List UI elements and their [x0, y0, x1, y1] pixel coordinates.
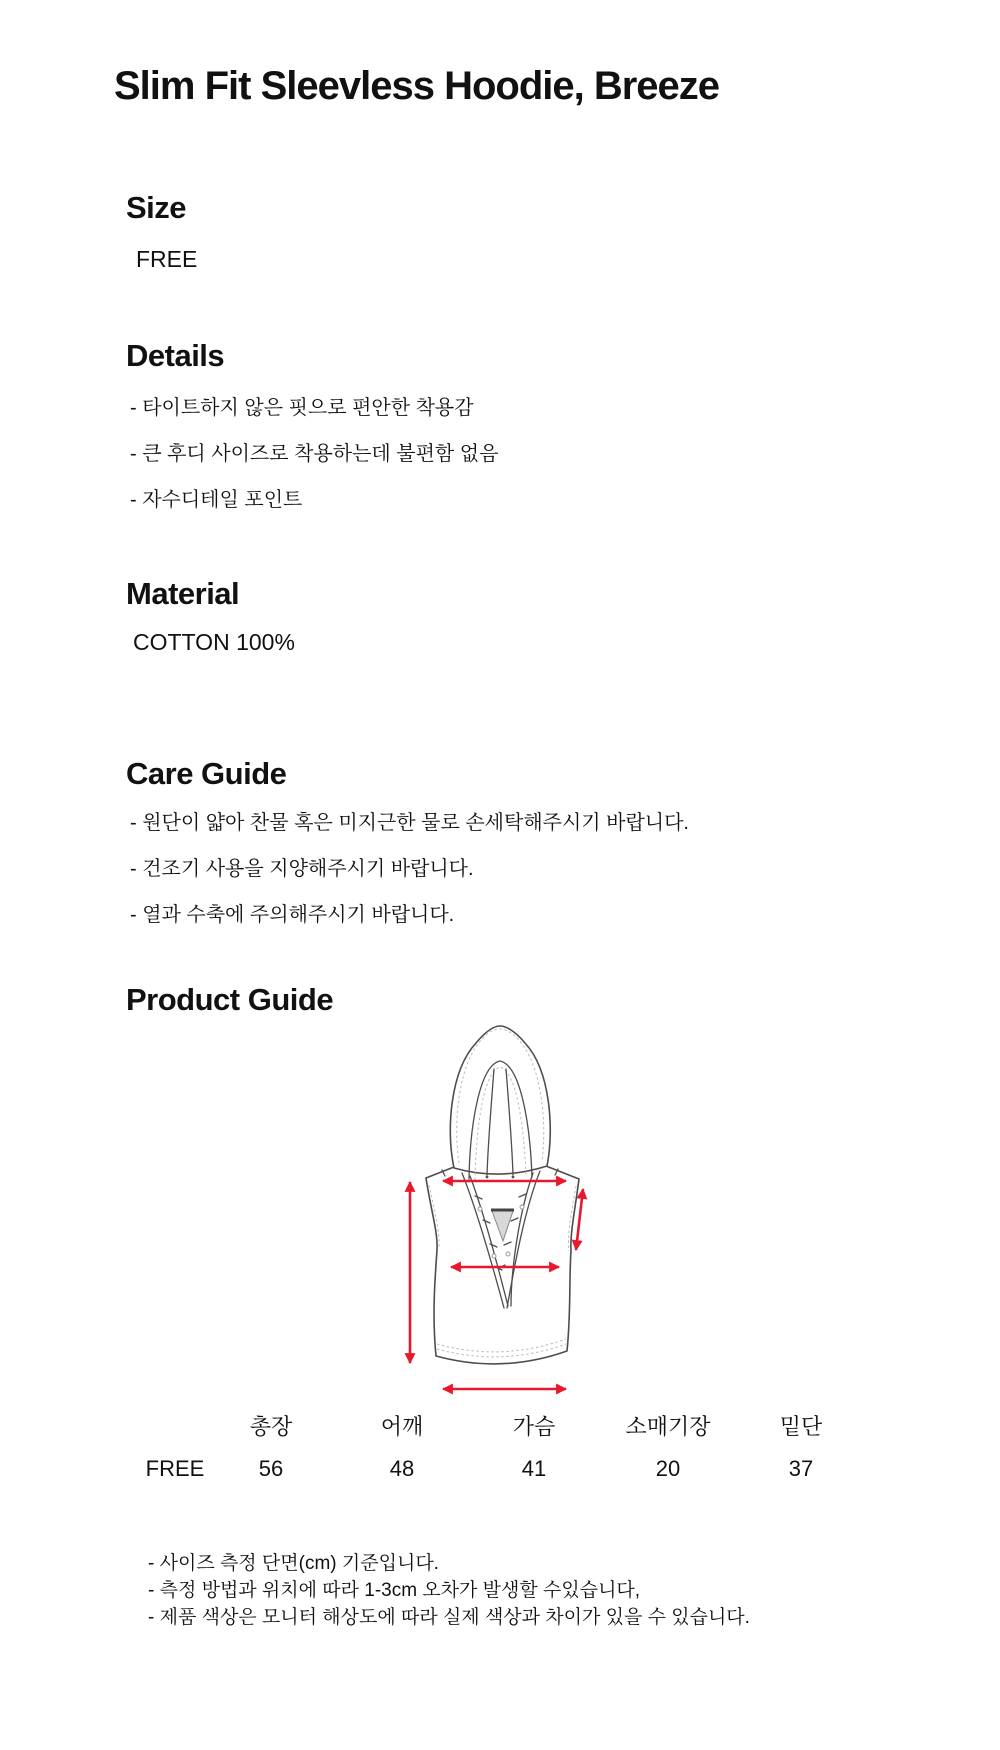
product-guide-heading: Product Guide: [126, 982, 334, 1017]
material-value: COTTON 100%: [133, 629, 295, 655]
care-guide-item: - 건조기 사용을 지양해주시기 바랍니다.: [130, 858, 474, 880]
material-heading: Material: [126, 576, 240, 611]
footer-note: - 제품 색상은 모니터 해상도에 따라 실제 색상과 차이가 있을 수 있습니다.: [148, 1607, 750, 1628]
hoodie-sketch-svg: [390, 1013, 610, 1405]
details-list: [130, 391, 498, 529]
size-table-value: 20: [655, 1456, 681, 1481]
size-table-value: 41: [521, 1456, 547, 1481]
snap-button: [520, 1205, 524, 1209]
size-table-header: 가슴: [512, 1414, 556, 1439]
footer-note: - 측정 방법과 위치에 따라 1-3cm 오차가 발생할 수있습니다,: [148, 1580, 641, 1601]
hood-outline: [450, 1026, 550, 1174]
care-guide-item: - 원단이 얇아 찬물 혹은 미지근한 물로 손세탁해주시기 바랍니다.: [130, 812, 689, 834]
page-title: Slim Fit Sleevless Hoodie, Breeze: [114, 64, 720, 108]
care-guide-list: [130, 806, 689, 944]
size-table-header: 소매기장: [625, 1414, 711, 1439]
size-table-header: 밑단: [779, 1414, 823, 1439]
size-table-value: 37: [788, 1456, 814, 1481]
size-table-row-label: FREE: [145, 1456, 205, 1481]
footer-notes: [148, 1550, 750, 1631]
details-item: - 큰 후디 사이즈로 착용하는데 불편함 없음: [130, 443, 499, 465]
size-table-value: 56: [258, 1456, 284, 1481]
size-table-header: 총장: [249, 1414, 293, 1439]
size-table-header: 어깨: [380, 1414, 424, 1439]
snap-button: [492, 1254, 496, 1258]
size-heading: Size: [126, 190, 187, 225]
size-value: FREE: [136, 246, 198, 272]
details-item: - 자수디테일 포인트: [130, 489, 303, 511]
snap-button: [478, 1207, 482, 1211]
drawstring-aglet: [486, 1176, 489, 1179]
hoodie-body-outline: [426, 1166, 579, 1364]
care-guide-heading: Care Guide: [126, 756, 287, 791]
drawstring-aglet: [512, 1176, 515, 1179]
care-guide-item: - 열과 수축에 주의해주시기 바랍니다.: [130, 904, 455, 926]
footer-note: - 사이즈 측정 단면(cm) 기준입니다.: [148, 1553, 439, 1574]
details-item: - 타이트하지 않은 핏으로 편안한 착용감: [130, 397, 474, 419]
details-heading: Details: [126, 338, 225, 373]
size-table-value: 48: [389, 1456, 415, 1481]
snap-button: [506, 1252, 510, 1256]
hoodie-measurement-diagram: [390, 1013, 610, 1405]
